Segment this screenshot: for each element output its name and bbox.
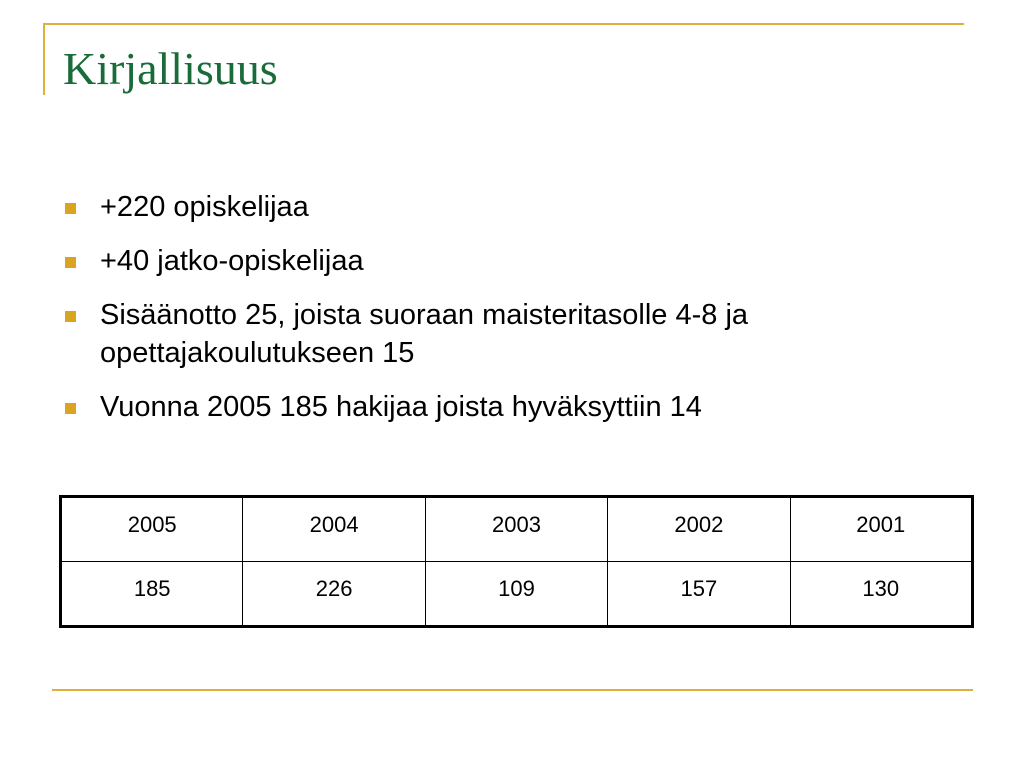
square-bullet-icon [65, 403, 76, 414]
bullet-item [62, 242, 962, 280]
table-cell-value: 226 [243, 562, 425, 627]
table-cell-year: 2004 [243, 497, 425, 562]
table-row-values [61, 562, 973, 627]
bullet-text: +220 opiskelijaa [100, 191, 309, 223]
slide-title: Kirjallisuus [63, 43, 278, 94]
table-cell-value: 157 [608, 562, 790, 627]
square-bullet-icon [65, 257, 76, 268]
bottom-accent-rule [52, 689, 973, 691]
bullet-item [62, 188, 962, 226]
table-cell-year: 2001 [790, 497, 972, 562]
left-accent-rule [43, 23, 45, 95]
table-cell-value: 109 [425, 562, 607, 627]
table-cell-value: 130 [790, 562, 972, 627]
bullet-item [62, 388, 962, 426]
table-cell-year: 2003 [425, 497, 607, 562]
bullet-item [62, 296, 962, 372]
top-accent-rule [43, 23, 964, 25]
bullet-text: +40 jatko-opiskelijaa [100, 245, 364, 277]
applicants-table [59, 495, 974, 628]
bullet-text: Vuonna 2005 185 hakijaa joista hyväksyttiin 14 [100, 391, 702, 423]
table-row-years [61, 497, 973, 562]
table-cell-year: 2005 [61, 497, 243, 562]
square-bullet-icon [65, 311, 76, 322]
bullet-list [62, 188, 962, 442]
bullet-text: Sisäänotto 25, joista suoraan maisteritasolle 4-8 ja opettajakoulutukseen 15 [100, 299, 749, 369]
table-cell-year: 2002 [608, 497, 790, 562]
square-bullet-icon [65, 203, 76, 214]
table-cell-value: 185 [61, 562, 243, 627]
